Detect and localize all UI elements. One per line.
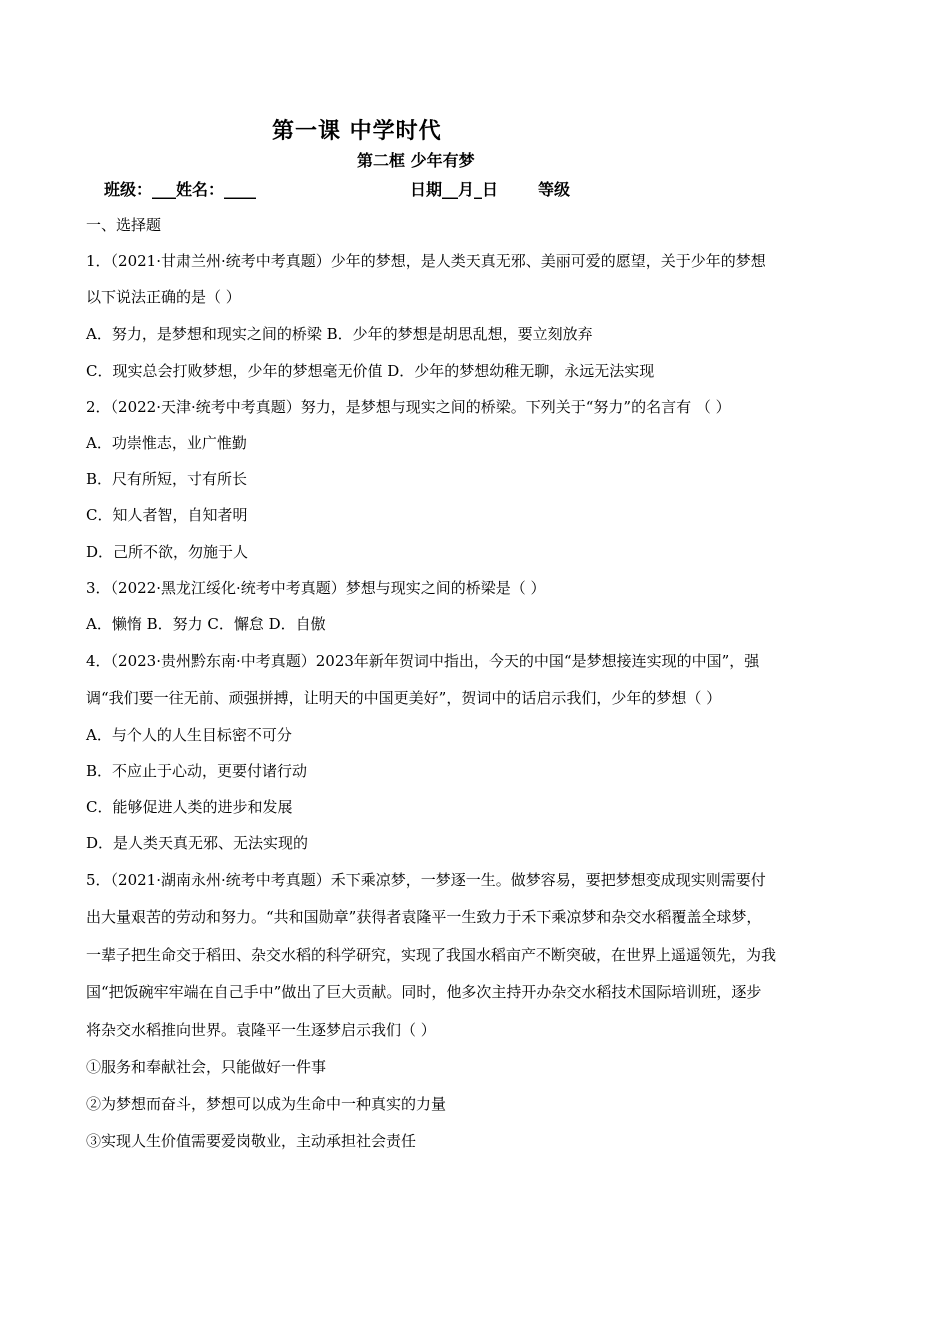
text-line: A．与个人的人生目标密不可分	[86, 726, 292, 744]
text-line: C．现实总会打败梦想，少年的梦想毫无价值 D．少年的梦想幼稚无聊，永远无法实现	[86, 362, 655, 380]
text-line: 3．（2022·黑龙江绥化·统考中考真题）梦想与现实之间的桥梁是（ ）	[86, 579, 546, 597]
text-line: 出大量艰苦的劳动和努力。“共和国勋章”获得者袁隆平一生致力于禾下乘凉梦和杂交水稻覆盖全球梦，	[86, 908, 762, 926]
text-line: A．努力，是梦想和现实之间的桥梁 B．少年的梦想是胡思乱想，要立刻放弃	[86, 325, 593, 343]
text-line: 调“我们要一往无前、顽强拼搏，让明天的中国更美好”，贺词中的话启示我们，少年的梦想（ ）	[86, 689, 722, 707]
text-line: A．功崇惟志，业广惟勤	[86, 434, 247, 452]
text-line: ③实现人生价值需要爱岗敬业，主动承担社会责任	[86, 1132, 417, 1150]
text-line: 5．（2021·湖南永州·统考中考真题）禾下乘凉梦，一梦逐一生。做梦容易，要把梦想变成现实则需要付	[86, 871, 766, 889]
text-line: A．懒惰 B．努力 C．懈怠 D．自傲	[86, 615, 326, 633]
text-line: 1．（2021·甘肃兰州·统考中考真题）少年的梦想，是人类天真无邪、美丽可爱的愿望，关于少年的梦想	[86, 252, 766, 270]
text-line: 4．（2023·贵州黔东南·中考真题）2023年新年贺词中指出，今天的中国“是梦想接连实现的中国”，强	[86, 652, 760, 670]
text-line: ②为梦想而奋斗，梦想可以成为生命中一种真实的力量	[86, 1095, 447, 1113]
text-line: 国“把饭碗牢牢端在自己手中”做出了巨大贡献。同时，他多次主持开办杂交水稻技术国际培训班，逐步	[86, 983, 762, 1001]
grade-field: 等级	[538, 180, 571, 199]
text-line: ①服务和奉献社会，只能做好一件事	[86, 1058, 327, 1076]
text-line: B．不应止于心动，更要付诸行动	[86, 762, 308, 780]
text-line: 将杂交水稻推向世界。袁隆平一生逐梦启示我们（ ）	[86, 1021, 436, 1039]
text-line: D．己所不欲，勿施于人	[86, 543, 249, 561]
text-line: B．尺有所短，寸有所长	[86, 470, 248, 488]
text-line: C．能够促进人类的进步和发展	[86, 798, 293, 816]
student-info-row	[104, 177, 824, 199]
text-line: 一辈子把生命交于稻田、杂交水稻的科学研究，实现了我国水稻亩产不断突破，在世界上遥遥领先，为我	[86, 946, 777, 964]
date-field: 日期__月_日	[410, 180, 499, 199]
text-line: D．是人类天真无邪、无法实现的	[86, 834, 309, 852]
section-subtitle: 第二框 少年有梦	[357, 151, 475, 170]
lesson-title: 第一课 中学时代	[272, 118, 442, 144]
text-line: C．知人者智，自知者明	[86, 506, 248, 524]
text-line: 2．（2022·天津·统考中考真题）努力，是梦想与现实之间的桥梁。下列关于“努力”的名言有 （ ）	[86, 398, 731, 416]
section-heading: 一、选择题	[86, 216, 162, 234]
text-line: 以下说法正确的是（ ）	[86, 288, 241, 306]
class-name-field: 班级：___姓名：____	[104, 180, 257, 199]
